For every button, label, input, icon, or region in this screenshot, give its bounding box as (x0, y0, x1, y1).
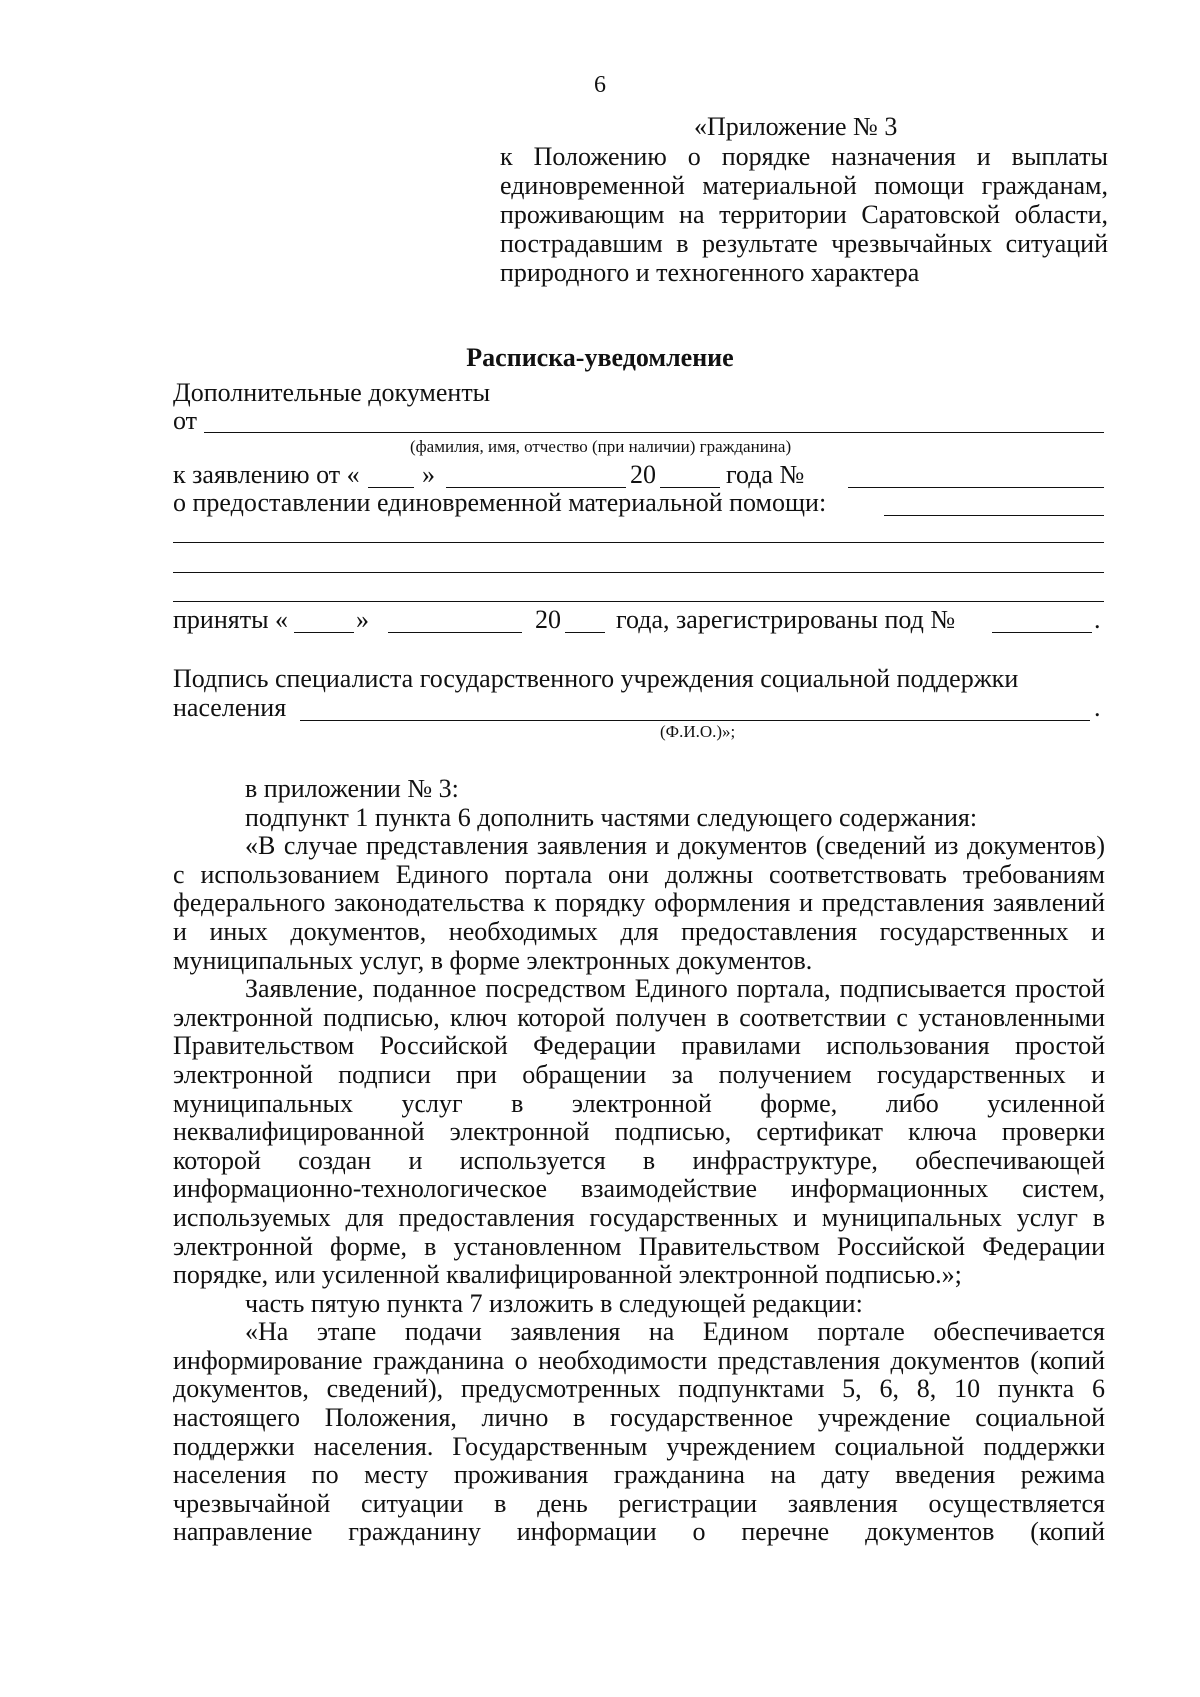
blank-line-3 (173, 601, 1104, 602)
document-body (173, 775, 1105, 1547)
registered-number-line (992, 632, 1092, 633)
page-number: 6 (594, 72, 606, 98)
fio-caption: (фамилия, имя, отчество (при наличии) гражданина) (410, 437, 792, 456)
provision-label: о предоставлении единовременной материальной помощи: (173, 488, 827, 517)
app-number-line (848, 487, 1104, 488)
body-paragraph-6: «На этапе подачи заявления на Едином портале обеспечивается информирование гражданина о необходимости представления документов (копий документов, сведений), предусмотренных подпунктами 5, 6, 8, 10 пункта 6 настоящего Положения, лично в государственное учреждение социальной поддержки населения. Государственным учреждением социальной поддержки населения по месту проживания гражданина на дату введения режима чрезвычайной ситуации в день регистрации заявления осуществляется направление гражданину информации о перечне документов (копий (173, 1317, 1105, 1547)
signature-line (300, 720, 1090, 721)
accepted-quote-close: » (356, 605, 369, 634)
form-from-row (173, 406, 1105, 435)
accepted-year-prefix: 20 (535, 605, 561, 634)
accepted-label: приняты « (173, 605, 289, 634)
registered-dot: . (1094, 605, 1101, 634)
form-additional-docs: Дополнительные документы (173, 378, 491, 407)
provision-line (884, 515, 1104, 516)
accepted-day-line (294, 632, 354, 633)
annex-title: «Приложение № 3 (694, 112, 898, 141)
app-number-label: года № (726, 460, 805, 489)
from-fill-line (204, 432, 1104, 433)
accepted-month-line (388, 632, 522, 633)
signature-label: Подпись специалиста государственного учреждения социальной поддержки (173, 664, 1019, 693)
body-paragraph-2: подпункт 1 пункта 6 дополнить частями следующего содержания: (245, 802, 978, 832)
from-label: от (173, 406, 198, 435)
accepted-year-line (565, 632, 605, 633)
app-year-prefix: 20 (630, 460, 656, 489)
body-paragraph-5: часть пятую пункта 7 изложить в следующей редакции: (245, 1288, 863, 1318)
blank-line-2 (173, 572, 1104, 573)
form-title: Расписка-уведомление (466, 343, 734, 372)
registered-label: года, зарегистрированы под № (616, 605, 956, 634)
body-paragraph-3: «В случае представления заявления и документов (сведений из документов) с использованием Единого портала они должны соответствовать требованиям федерального законодательства к порядку оформления и представления заявлений и иных документов, необходимых для предоставления государственных и муниципальных услуг, в форме электронных документов. (173, 831, 1105, 975)
blank-line-1 (173, 542, 1104, 543)
body-paragraph-4: Заявление, поданное посредством Единого портала, подписывается простой электронной подписью, ключ которой получен в соответствии с установленными Правительством Российской Федерации правилами использования простой электронной подписи при обращении за получением государственных и муниципальных услуг в электронной форме, либо усиленной неквалифицированной электронной подписью, сертификат ключа проверки которой создан и используется в инфраструктуре, обеспечивающей информационно-технологическое взаимодействие информационных систем, используемых для предоставления государственных и муниципальных услуг в электронной форме, в установленном Правительством Российской Федерации порядке, или усиленной квалифицированной электронной подписью.»; (173, 974, 1105, 1290)
app-quote-close: » (422, 460, 435, 489)
annex-reference: к Положению о порядке назначения и выплаты единовременной материальной помощи гражданам, проживающим на территории Саратовской области, пострадавшим в результате чрезвычайных ситуаций природного и техногенного характера (500, 142, 1108, 287)
signature-dot: . (1094, 693, 1101, 722)
body-paragraph-1: в приложении № 3: (245, 774, 459, 803)
application-label: к заявлению от « (173, 460, 360, 489)
population-label: населения (173, 693, 287, 722)
fio-short-caption: (Ф.И.О.)»; (660, 722, 736, 741)
